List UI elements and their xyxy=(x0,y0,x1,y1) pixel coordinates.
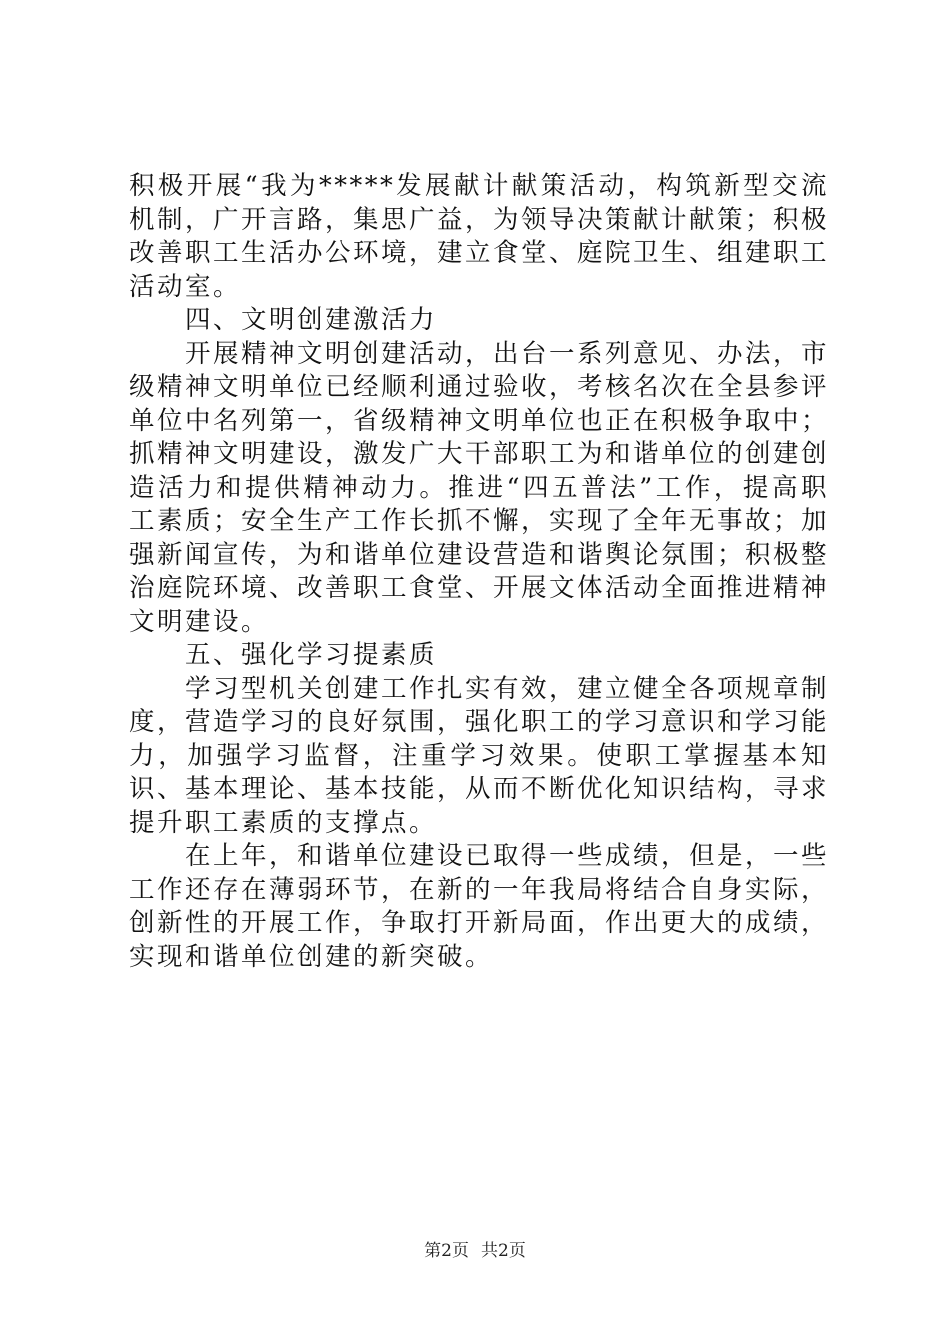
paragraph-civilization: 开展精神文明创建活动，出台一系列意见、办法，市级精神文明单位已经顺利通过验收，考核名次在全县参评单位中名列第一，省级精神文明单位也正在积极争取中；抓精神文明建设，激发广大干部职工为和谐单位的创建创造活力和提供精神动力。推进“四五普法”工作，提高职工素质；安全生产工作长抓不懈，实现了全年无事故；加强新闻宣传，为和谐单位建设营造和谐舆论氛围；积极整治庭院环境、改善职工食堂、开展文体活动全面推进精神文明建设。 xyxy=(129,338,830,637)
section-heading-4: 四、文明创建激活力 xyxy=(185,305,438,335)
paragraph-conclusion: 在上年，和谐单位建设已取得一些成绩，但是，一些工作还存在薄弱环节，在新的一年我局将结合自身实际，创新性的开展工作，争取打开新局面，作出更大的成绩，实现和谐单位创建的新突破。 xyxy=(129,841,830,972)
page-number-current: 第2页 xyxy=(424,1241,469,1261)
document-body xyxy=(129,170,829,974)
paragraph-intro: 积极开展“我为*****发展献计献策活动，构筑新型交流机制，广开言路，集思广益，为领导决策献计献策；积极改善职工生活办公环境，建立食堂、庭院卫生、组建职工活动室。 xyxy=(129,171,830,302)
page-number-total: 共2页 xyxy=(481,1241,526,1261)
paragraph-learning: 学习型机关创建工作扎实有效，建立健全各项规章制度，营造学习的良好氛围，强化职工的学习意识和学习能力，加强学习监督，注重学习效果。使职工掌握基本知识、基本理论、基本技能，从而不断优化知识结构，寻求提升职工素质的支撑点。 xyxy=(129,673,830,838)
section-heading-5: 五、强化学习提素质 xyxy=(185,640,438,670)
page-footer xyxy=(0,1240,950,1262)
